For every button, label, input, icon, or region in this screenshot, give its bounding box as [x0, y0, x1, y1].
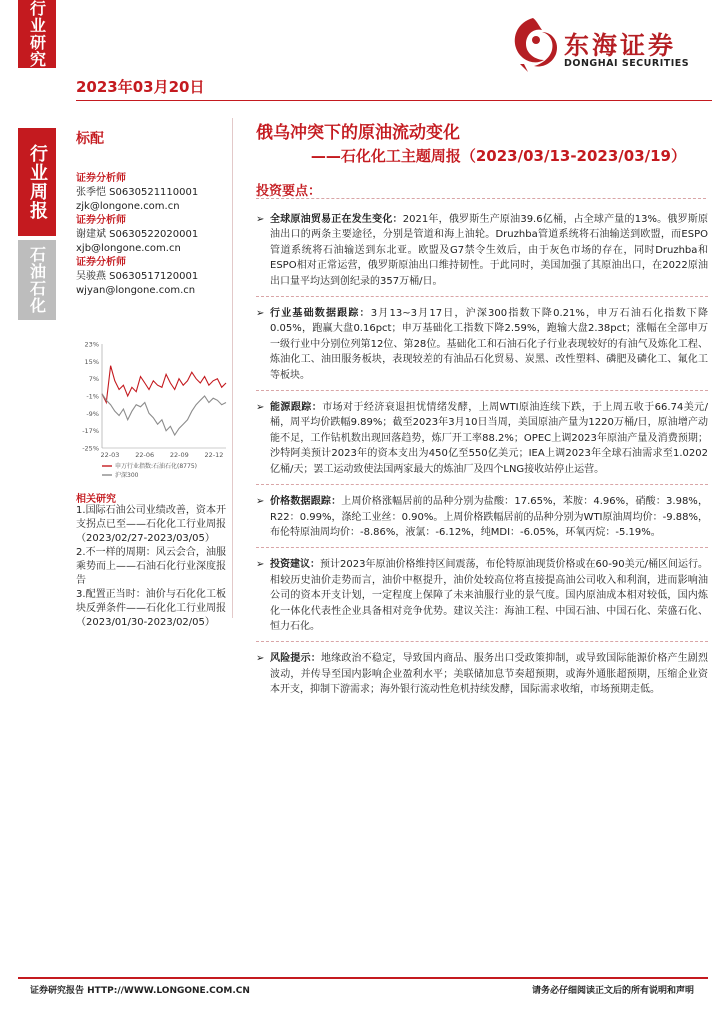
chart-y-tick-label: -25% — [82, 444, 99, 453]
point-body: 2021年，俄罗斯生产原油39.6亿桶，占全球产量的13%。俄罗斯原油出口的两条主要途径，分别是管道和海上油轮。Druzhba管道系统将石油输送到欧盟，而ESPO管道系统将石油输送到东北亚。欧盟及G7禁令生效后，由于灰色市场的存在，同时Druzhba和ESPO相对正常运营，俄罗斯原油出口维持韧性。于此同时，美国加强了其原油出口，在2022原油出口量平均达到创纪录的357万桶/日。 — [270, 214, 709, 287]
report-date: 2023年03月20日 — [76, 78, 205, 96]
dragon-logo-icon — [506, 14, 560, 76]
arrow-bullet-icon: ➢ — [256, 559, 265, 571]
analyst-email[interactable]: zjk@longone.com.cn — [76, 201, 180, 212]
side-tab-weekly: 行业周报 — [18, 128, 56, 236]
industry-rating: 标配 — [76, 131, 104, 147]
analyst-role: 证券分析师 — [76, 257, 126, 268]
point-global-oil-trade — [256, 212, 708, 289]
header-divider — [76, 100, 712, 101]
related-research-item[interactable]: 1.国际石油公司业绩改善，资本开支拐点已至——石化化工行业周报（2023/02/27-2023/03/05） — [76, 505, 226, 544]
chart-y-tick-label: -9% — [86, 409, 99, 418]
point-investment-advice — [256, 557, 708, 634]
analyst-name: 张季恺 S0630521110001 — [76, 187, 199, 198]
chart-y-tick-label: -17% — [82, 427, 99, 436]
chart-x-tick-label: 22-06 — [135, 451, 155, 459]
chart-y-tick-label: 15% — [84, 357, 99, 366]
arrow-bullet-icon: ➢ — [256, 402, 265, 414]
analyst-list — [76, 172, 228, 298]
footer-disclaimer: 请务必仔细阅读正文后的所有说明和声明 — [531, 986, 694, 996]
report-title: 俄乌冲突下的原油流动变化 — [256, 123, 460, 143]
chart-series-line — [102, 366, 226, 403]
point-risk-warning — [256, 651, 708, 697]
report-subtitle: ——石化化工主题周报（2023/03/13-2023/03/19） — [310, 147, 686, 165]
analyst-entry — [76, 214, 228, 256]
point-heading: 行业基础数据跟踪： — [270, 308, 371, 320]
side-tab-research: 行业研究 — [18, 0, 56, 68]
point-price-tracking — [256, 494, 708, 540]
chart-x-tick-label: 22-12 — [204, 451, 224, 459]
analyst-role: 证券分析师 — [76, 173, 126, 184]
chart-y-tick-label: -1% — [86, 392, 99, 401]
analyst-name: 谢建斌 S0630522020001 — [76, 229, 199, 240]
arrow-bullet-icon: ➢ — [256, 214, 265, 225]
investment-points-title: 投资要点： — [256, 184, 322, 199]
point-body: 预计2023年原油价格维持区间震荡，布伦特原油现货价格或在60-90美元/桶区间运行。相较历史油价走势而言，油价中枢提升，油价处较高位将直接提高油公司收入和利润，进而影响油公司的资本开支计划，一定程度上保障了未来油服行业的景气度。国内原油成本相对较低，国内炼化一体化代表性企业具备相对竞争优势。建议关注：海油工程、中国石油、中国石化、荣盛石化、恒力石化。 — [270, 559, 708, 632]
footer-divider — [18, 977, 708, 979]
point-divider — [256, 641, 708, 642]
point-divider — [256, 390, 708, 391]
analyst-email[interactable]: xjb@longone.com.cn — [76, 243, 181, 254]
investment-points — [256, 212, 708, 698]
analyst-name: 吴骏燕 S0630517120001 — [76, 271, 199, 282]
investment-points-divider — [256, 198, 706, 199]
point-body: 上周价格涨幅居前的品种分别为盐酸：17.65%，苯胺：4.96%，硝酸：3.98%，R22：0.99%，涤纶工业丝：0.90%。上周价格跌幅居前的品种分别为WTI原油周均价：-9.88%，布伦特原油周均价：-8.86%，液氯：-6.12%，纯MDI：-6.05%，环氧丙烷：-5.19%。 — [270, 496, 708, 538]
chart-x-tick-label: 22-09 — [169, 451, 189, 459]
arrow-bullet-icon: ➢ — [256, 496, 265, 508]
point-divider — [256, 296, 708, 297]
side-tab-petrochem: 石油石化 — [18, 240, 56, 320]
chart-y-tick-label: 23% — [84, 340, 99, 349]
performance-chart — [76, 336, 236, 486]
point-heading: 价格数据跟踪： — [270, 496, 342, 508]
point-energy-tracking — [256, 400, 708, 477]
related-research-item[interactable]: 3.配置正当时：油价与石化化工板块反弹条件——石化化工行业周报（2023/01/30-2023/02/05） — [76, 589, 226, 628]
related-research-item[interactable]: 2.不一样的周期：风云会合，油服乘势而上——石油石化行业深度报告 — [76, 547, 226, 586]
point-industry-data — [256, 306, 708, 383]
chart-y-tick-label: 7% — [88, 375, 99, 384]
footer-website[interactable]: 证券研究报告 HTTP://WWW.LONGONE.COM.CN — [30, 986, 250, 996]
point-divider — [256, 547, 708, 548]
chart-series-line — [102, 394, 226, 435]
point-body: 地缘政治不稳定，导致国内商品、服务出口受政策抑制，或导致国际能源价格产生剧烈波动，并传导至国内影响企业盈利水平；美联储加息节奏超预期，或海外通胀超预期，压缩企业资本开支，抑制下游需求；海外银行流动性危机持续发酵，国际需求收缩，市场预期走低。 — [270, 653, 709, 696]
chart-legend-label: 沪深300 — [115, 472, 139, 479]
arrow-bullet-icon: ➢ — [256, 653, 265, 665]
analyst-entry — [76, 172, 228, 214]
analyst-entry — [76, 256, 228, 298]
company-logo — [506, 14, 706, 80]
point-divider — [256, 484, 708, 485]
arrow-bullet-icon: ➢ — [256, 308, 265, 320]
related-research-list — [76, 504, 226, 630]
point-heading: 风险提示： — [270, 653, 321, 665]
point-body: 3月13~3月17日，沪深300指数下降0.21%，申万石油石化指数下降0.05%，跑赢大盘0.16pct；申万基础化工指数下降2.59%，跑输大盘2.38pct；涨幅在全部申万一级行业中分别位列第12位、第28位。基础化工和石油石化子行业表现较好的有油气及炼化工程、炼油化工、油田服务板块，表现较差的有油品石化贸易、炭黑、改性塑料、磷肥及磷化工、氟化工等板块。 — [270, 308, 708, 381]
chart-legend-label: 申万行业指数:石油石化(8775) — [115, 463, 197, 470]
logo-chinese-name: 东海证券 — [564, 31, 677, 60]
chart-x-tick-label: 22-03 — [100, 451, 120, 459]
related-research-title: 相关研究 — [76, 494, 116, 505]
point-heading: 全球原油贸易正在发生变化： — [270, 214, 403, 225]
column-divider — [232, 118, 233, 618]
analyst-role: 证券分析师 — [76, 215, 126, 226]
point-heading: 能源跟踪： — [270, 402, 323, 414]
logo-english-name: DONGHAI SECURITIES — [564, 58, 690, 69]
analyst-email[interactable]: wjyan@longone.com.cn — [76, 285, 196, 296]
point-heading: 投资建议： — [270, 559, 321, 571]
point-body: 市场对于经济衰退担忧情绪发酵，上周WTI原油连续下跌，于上周五收于66.74美元/桶，周平均价跌幅9.89%；截至2023年3月10日当周，美国原油产量为1220万桶/日，原油增产动能不足，工作钻机数出现回落趋势，炼厂开工率88.2%；OPEC上调2023年原油产量及消费预期；沙特阿美预计2023年的资本支出为450亿至550亿美元；IEA上调2023年全球石油需求至1.0202亿桶/天；罢工运动致使法国两家最大的炼油厂及四个LNG接收站停止运营。 — [270, 402, 708, 475]
